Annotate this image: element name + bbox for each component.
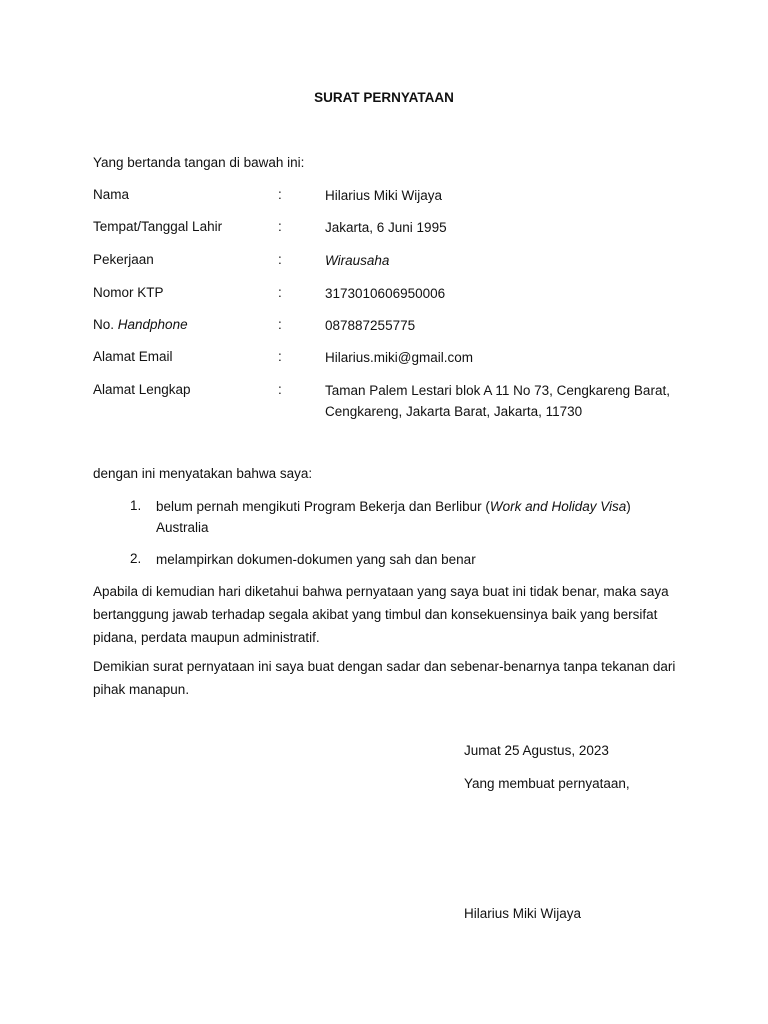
declaration-intro: dengan ini menyatakan bahwa saya:	[93, 466, 313, 481]
field-colon: :	[278, 252, 282, 267]
field-value: Hilarius.miki@gmail.com	[325, 350, 473, 365]
field-value: Wirausaha	[325, 253, 390, 268]
paragraph-closing: Demikian surat pernyataan ini saya buat dengan sadar dan sebenar-benarnya tanpa tekanan dari pihak manapun.	[93, 659, 676, 697]
field-label: Alamat Lengkap	[93, 382, 191, 397]
field-colon: :	[278, 382, 282, 397]
list-item: melampirkan dokumen-dokumen yang sah dan benar	[156, 552, 476, 567]
field-alamat-lengkap	[93, 380, 693, 424]
field-value: Hilarius Miki Wijaya	[325, 188, 443, 203]
field-colon: :	[278, 187, 282, 202]
list-item-number: 1.	[130, 498, 142, 513]
field-value: Jakarta, 6 Juni 1995	[325, 220, 447, 235]
document-title: SURAT PERNYATAAN	[314, 90, 454, 105]
field-label: Nama	[93, 187, 130, 202]
field-label: Nomor KTP	[93, 285, 164, 300]
field-value: 087887255775	[325, 318, 416, 333]
document-date: Jumat 25 Agustus, 2023	[464, 743, 609, 758]
signer-name: Hilarius Miki Wijaya	[464, 906, 582, 921]
field-colon: :	[278, 219, 282, 234]
field-label-italic: Handphone	[117, 317, 188, 332]
intro-text: Yang bertanda tangan di bawah ini:	[93, 155, 305, 170]
list-item-italic: Work and Holiday Visa	[489, 499, 627, 514]
closing-text: Yang membuat pernyataan,	[464, 776, 630, 791]
list-item	[156, 496, 676, 538]
list-item-text-after: ) Australia	[156, 499, 631, 535]
field-label	[93, 315, 188, 335]
field-value: 3173010606950006	[325, 286, 446, 301]
list-item-text: belum pernah mengikuti Program Bekerja dan Berlibur (	[156, 499, 490, 514]
field-label: Alamat Email	[93, 349, 173, 364]
paragraph-consequence: Apabila di kemudian hari diketahui bahwa pernyataan yang saya buat ini tidak benar, maka saya bertanggung jawab terhadap segala akibat yang timbul dan konsekuensinya baik yang bersifat pidana, perdata maupun administratif.	[93, 584, 669, 645]
field-colon: :	[278, 285, 282, 300]
field-value: Taman Palem Lestari blok A 11 No 73, Cengkareng Barat, Cengkareng, Jakarta Barat, Jakarta, 11730	[325, 383, 670, 419]
field-label-prefix: No.	[93, 317, 118, 332]
field-colon: :	[278, 317, 282, 332]
field-label: Tempat/Tanggal Lahir	[93, 219, 223, 234]
field-colon: :	[278, 349, 282, 364]
list-item-number: 2.	[130, 551, 142, 566]
field-label: Pekerjaan	[93, 252, 154, 267]
